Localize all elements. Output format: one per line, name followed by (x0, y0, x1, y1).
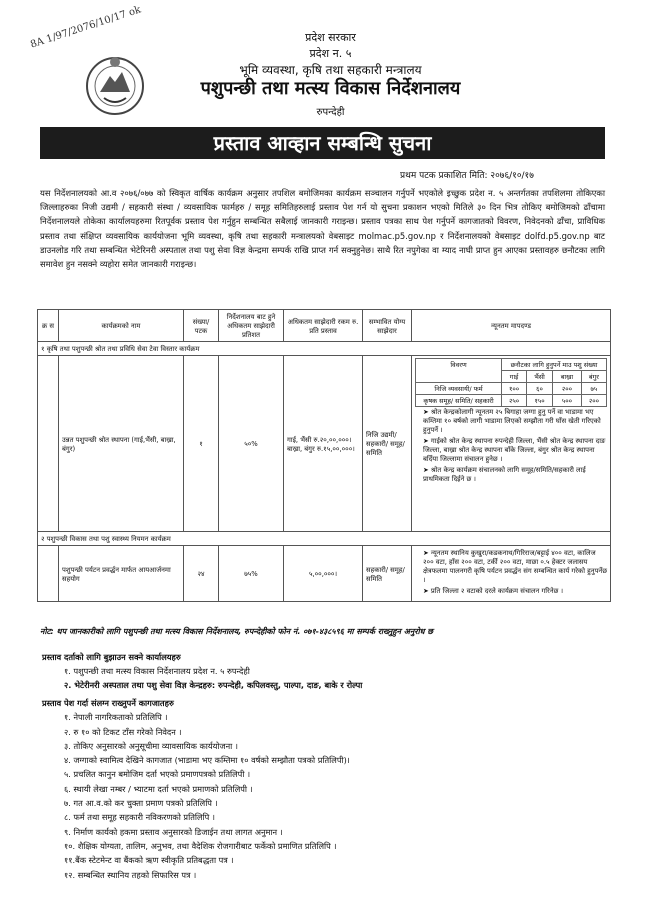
office-item: १. पशुपन्छी तथा मत्स्य विकास निर्देशनालय प्रदेश न. ५ रुपन्देही (64, 666, 250, 676)
sub-cell: २०० (581, 395, 606, 407)
program-percent: ७५% (219, 546, 284, 602)
handwritten-note: 8A 1/97/2076/10/17 ok (29, 4, 143, 51)
col-header: क्र स (38, 310, 59, 342)
criteria-list (415, 407, 607, 483)
section-row (38, 532, 611, 546)
criteria-list (415, 548, 607, 595)
col-header: सम्भावित योग्य साझेदार (363, 310, 412, 342)
doc-item: १२. सम्बन्धित स्थानिय तहको सिफारिस पत्र । (64, 869, 197, 880)
doc-item: ५. प्रचलित कानुन बमोजिम दर्ता भएको प्रमाणपत्रको प्रतिलिपी । (64, 769, 251, 780)
submission-offices (42, 650, 602, 692)
table-row (38, 546, 611, 602)
header-district: रुपन्देही (316, 107, 345, 118)
doc-item: १०. शैक्षिक योग्यता, तालिम, अनुभव, तथा वैदेशिक रोजगारीबाट फर्केको प्रमाणित प्रतिलिपि । (64, 840, 337, 851)
sub-cell: निजि व्यवसायी/ फर्म (416, 383, 502, 395)
required-documents (42, 696, 602, 882)
col-header: निर्देशनालय बाट हुने अधिकतम साझेदारी प्रतिशत (219, 310, 284, 342)
sub-cell: १५० (527, 395, 553, 407)
sub-cell: २०० (553, 383, 582, 395)
sub-title: छनौटका लागि हुनुपर्ने माउ पशु संख्या (502, 359, 607, 371)
sub-header: बंगुर (581, 371, 606, 383)
sub-header: गाई (502, 371, 527, 383)
table-header-row (38, 310, 611, 342)
docs-title: प्रस्ताव पेश गर्दा संलग्न राख्नुपर्ने कागजातहरु (42, 698, 174, 708)
office-item: २. भेटेरीनरी अस्पताल तथा पशु सेवा विज्ञ केन्द्रहरु: रुपन्देही, कपिलवस्तु, पाल्पा, दाङ, बाके र रोल्पा (64, 680, 363, 690)
program-amount: ५,००,०००। (284, 546, 363, 602)
doc-item: ११.बैंक स्टेटमेन्ट वा बैंकको ऋण स्वीकृति प्रतिबद्धता पत्र । (64, 855, 234, 866)
contact-note: नोट: थप जानकारीको लागि पशुपन्छी तथा मत्स्य विकास निर्देशनालय, रुपन्देहीको फोन नं. ०७१-४३८५९६ मा सम्पर्क राख्नुहुन अनुरोध छ (40, 627, 433, 636)
program-table (37, 309, 611, 602)
doc-item: २. रु १० को टिकट टाँस गरेको निवेदन । (64, 726, 182, 737)
notice-title-banner: प्रस्ताव आव्हान सम्बन्धि सुचना (40, 127, 605, 159)
offices-title: प्रस्ताव दर्ताको लागि बुझाउन सक्ने कार्यालयहरु (42, 652, 181, 662)
col-header: न्यूनतम मापदण्ड (412, 310, 611, 342)
section-title: १ कृषि तथा पशुपन्छी श्रोत तथा प्रविधि सेवा टेवा विस्तार कार्यक्रम (38, 342, 611, 356)
header-line1: प्रदेश सरकार (305, 31, 356, 44)
criteria-item: ➤ श्रोत केन्द्रकोलागी न्यूनतम २५ बिगाहा जग्गा हुनु पर्ने वा भाडामा भए कम्तिमा १० बर्षको लागी भाडामा लिएको सम्झौता गरी घाँस खेती गरिएको हुनुपर्ने । (423, 407, 607, 434)
col-header: अधिकतम साझेदारी रकम रु. प्रति प्रस्ताव (284, 310, 363, 342)
criteria-item: ➤ न्यूनतम स्थानिय कुखुरा/कडकनाथ/गिरिराज/बट्टाई ४०० वटा, कालिज २०० वटा, हाँस २०० वटा, टर्की २०० वटा, माछा ०.५ हेक्टर जलासय क्षेत्रफलमा पालनगरी कृषि पर्यटन प्रवर्द्धन संग सम्बन्धित कार्य गरेको हुनुपर्नेछ । (423, 548, 607, 584)
sub-row (416, 395, 607, 407)
doc-item: १. नेपाली नागरिकताको प्रतिलिपि । (64, 712, 168, 723)
section-title: २ पशुपन्छी विकास तथा पशु स्वास्थ्य नियमन कार्यक्रम (38, 532, 611, 546)
sub-cell: ५०० (553, 395, 582, 407)
program-percent: ५०% (219, 356, 284, 532)
sub-cell: २५० (502, 395, 527, 407)
program-amount: गाई, भैंसी रु.२०,००,०००। बाख्रा, बंगुर रु.१५,००,०००। (284, 356, 363, 532)
table-row (38, 356, 611, 532)
intro-paragraph: यस निर्देशनालयको आ.व २०७६/०७७ को स्विकृत वार्षिक कार्यक्रम अनुसार तपशिल बमोजिमका कार्यक्रम सञ्चालन गर्नुपर्ने भएकोले इच्छुक प्रदेश न. ५ अन्तर्गतका तपशिलमा तोकिएका जिल्लाहरुका निजी उद्यमी / सहकारी संस्था / व्यवसायिक फार्महरु / समूह समितिहरुलाई प्रस्ताव पेश गर्न यो सुचना प्रकाशन भएको मितिले ३० दिन भित्र तोकिए बमोजिमको ढाँचामा निर्देशनालयले तोकेका कार्यालयहरुमा रितपूर्वक प्रस्ताव पेश गर्नुहुन सम्बन्धित सबैलाई जानकारी गराइन्छ। प्रस्ताव पत्रका साथ पेश गर्नुपर्ने कागजातको विवरण, निवेदनको ढाँचा, प्राविधिक प्रस्ताव तथा संक्षिप्त व्यवसायिक कार्ययोजना भूमि व्यवस्था, कृषि तथा सहकारी मन्त्रालयको वेबसाइट molmac.p5.gov.np र निर्देशनालयको वेबसाइट dolfd.p5.gov.np बाट डाउनलोड गरि तथा सम्बन्धित भेटेरिनरी अस्पताल तथा पशु सेवा विज्ञ केन्द्रमा सम्पर्क राखि प्राप्त गर्न सक्नुहुनेछ। साथै रित नपुगेका वा म्याद नाघी प्राप्त हुन आएका प्रस्तावहरु छनौटका लागि समावेश हुन नसक्ने व्यहोरा समेत जानकारी गराइन्छ। (40, 188, 605, 270)
sub-cell: ७५ (581, 383, 606, 395)
header-ministry: भूमि व्यवस्था, कृषि तथा सहकारी मन्त्रालय (239, 63, 422, 77)
program-partner: निजि उद्यमी/ सहकारी/ समूह/ समिति (363, 356, 412, 532)
header-directorate: पशुपन्छी तथा मत्स्य विकास निर्देशनालय (200, 78, 461, 99)
criteria-item: ➤ प्रति जिल्ला २ वटाको दरले कार्यक्रम संचालन गरिनेछ । (423, 586, 607, 595)
doc-item: ७. गत आ.व.को कर चुक्ता प्रमाण पत्रको प्रतिलिपि । (64, 798, 218, 809)
doc-item: ३. तोकिए अनुसारको अनुसूचीमा व्यावसायिक कार्ययोजना । (64, 740, 238, 751)
sub-header: बाख्रा (553, 371, 582, 383)
program-name: उन्नत पशुपन्छी श्रोत स्थापना (गाई,भैंसी, बाख्रा, बंगुर) (59, 356, 184, 532)
sub-cell: १०० (502, 383, 527, 395)
animal-count-table (415, 358, 607, 407)
section-row (38, 342, 611, 356)
doc-item: ९. निर्माण कार्यको हकमा प्रस्ताव अनुसारको डिजाईन तथा लागत अनुमान । (64, 826, 283, 837)
header-line2: प्रदेश न. ५ (309, 47, 352, 60)
col-header: संख्या/ पटक (184, 310, 219, 342)
sub-cell: कृषक समूह/ समिति/ सहकारी (416, 395, 502, 407)
col-header: कार्यक्रमको नाम (59, 310, 184, 342)
sub-header: भैंसी (527, 371, 553, 383)
doc-item: ४. जग्गाको स्वामित्व देखिने कागजात (भाडामा भए कम्तिमा १० वर्षको सम्झौता पत्रको प्रतिलिपी)। (64, 755, 350, 766)
program-criteria (412, 546, 611, 602)
program-criteria (412, 356, 611, 532)
criteria-item: ➤ गाईको श्रोत केन्द्र स्थापना रुपन्देही जिल्ला, भैंसी श्रोत केन्द्र स्थापना दाङ जिल्ला, बाख्रा श्रोत केन्द्र स्थापना बाँके जिल्ला, बंगुर श्रोत केन्द्र स्थापना बर्दिया जिल्लामा संचालन हुनेछ । (423, 436, 607, 463)
sub-cell: ६० (527, 383, 553, 395)
program-count: १ (184, 356, 219, 532)
doc-item: ८. फर्म तथा समूह सहकारी नविकरणको प्रतिलिपि । (64, 812, 216, 823)
program-count: २४ (184, 546, 219, 602)
program-name: पशुपन्छी पर्यटन प्रवर्द्धन मार्फत आयआर्जनमा सहयोग (59, 546, 184, 602)
criteria-item: ➤ श्रोत केन्द्र कार्यक्रम संचालनको लागि समूह/समिति/सहकारी लाई प्राथमिकता दिईने छ । (423, 465, 607, 483)
doc-item: ६. स्थायी लेखा नम्बर / भ्याटमा दर्ता भएको प्रमाणको प्रतिलिपी । (64, 783, 253, 794)
sub-header: विवरण (416, 359, 502, 383)
publication-date: प्रथम पटक प्रकाशित मिति: २०७६/१०/१७ (400, 171, 534, 181)
sub-row (416, 383, 607, 395)
program-partner: सहकारी/ समूह/ समिति (363, 546, 412, 602)
